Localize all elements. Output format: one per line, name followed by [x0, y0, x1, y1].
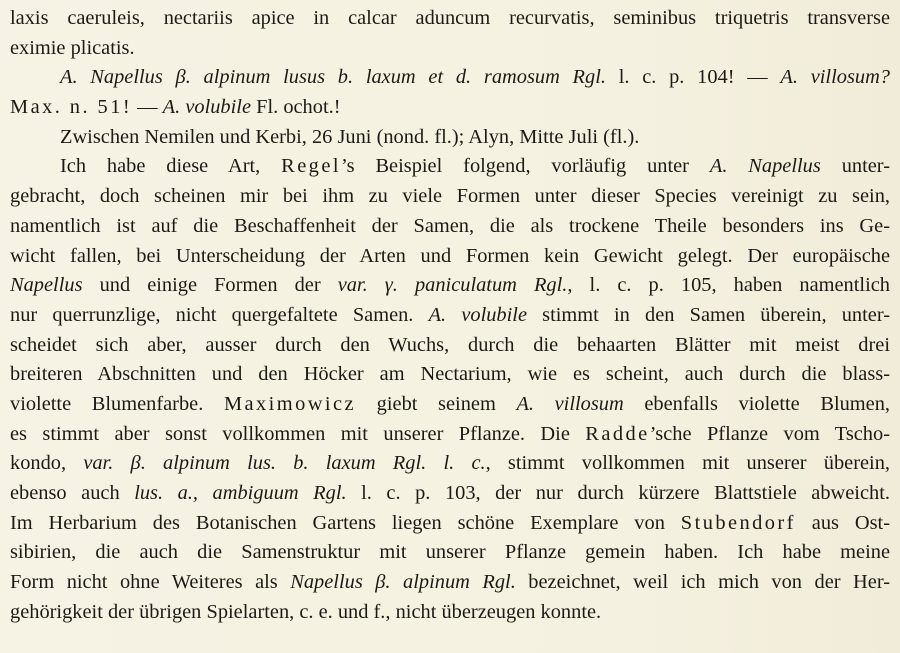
text-line [10, 212, 890, 242]
spaced-name: Max. n. 51! [10, 96, 133, 119]
text-run: laxis caeruleis, nectariis apice in calcar aduncum recurvatis, seminibus triquetris transverse [10, 7, 890, 29]
text-line [10, 449, 890, 479]
text-line [10, 182, 890, 212]
text-line [10, 420, 890, 450]
text-run: , l. c. p. 105, haben namentlich [567, 274, 890, 297]
text-run: violette Blumenfarbe. [10, 392, 224, 415]
text-run: l. c. p. 103, der nur durch kürzere Blattstiele abweicht. [346, 482, 890, 504]
spaced-name: Radde [585, 422, 650, 445]
text-run: Zwischen Nemilen und Kerbi, 26 Juni (nond. fl.); Alyn, Mitte Juli (fl.). [60, 125, 640, 148]
spaced-name: Maximowicz [223, 392, 357, 415]
text-run: l. c. p. 104! — [605, 66, 781, 89]
italic-text: Napellus β. alpinum Rgl. [290, 571, 516, 594]
text-run: ’sche Pflanze vom Tscho- [649, 422, 890, 445]
italic-text: A. volubile [428, 303, 527, 326]
text-line [10, 479, 890, 509]
spaced-name: Regel [281, 155, 341, 178]
text-line [10, 123, 890, 153]
italic-text: A. Napellus β. alpinum lusus b. laxum et d. ramosum Rgl. [60, 66, 606, 89]
text-run: Ich habe diese Art, [60, 155, 282, 178]
text-line [10, 598, 890, 628]
text-line [10, 63, 890, 93]
text-line [10, 93, 890, 123]
text-line [10, 360, 890, 390]
text-run: Fl. ochot.! [251, 96, 341, 119]
text-run: unter- [820, 155, 890, 178]
text-run: sibirien, die auch die Samenstruktur mit unserer Pflanze gemein haben. Ich habe meine [10, 541, 890, 564]
italic-text: A. villosum [516, 392, 624, 415]
spaced-name: Stubendorf [680, 511, 796, 534]
text-run: und einige Formen der [82, 274, 338, 297]
text-line [10, 34, 890, 64]
text-run: wicht fallen, bei Unterscheidung der Arten und Formen kein Gewicht gelegt. Der europäische [10, 244, 890, 267]
text-line [10, 152, 890, 182]
text-run: eximie plicatis. [10, 36, 135, 59]
body-text [10, 4, 890, 627]
italic-text: A. volubile [162, 96, 252, 119]
text-run: — [132, 96, 163, 119]
text-run: , stimmt vollkommen mit unserer überein, [485, 452, 890, 475]
italic-text: lus. a., ambiguum Rgl. [134, 482, 347, 504]
text-line [10, 271, 890, 301]
text-run: aus Ost- [795, 511, 890, 534]
text-run: ebenfalls violette Blumen, [623, 392, 890, 415]
text-line [10, 242, 890, 272]
text-line [10, 4, 890, 34]
text-line [10, 390, 890, 420]
italic-text: A. villosum? [780, 66, 890, 89]
text-run: giebt seinem [356, 392, 517, 415]
text-line [10, 568, 890, 598]
text-run: ebenso auch [10, 482, 135, 504]
text-run: kondo, [10, 452, 84, 475]
text-line [10, 301, 890, 331]
text-run: gebracht, doch scheinen mir bei ihm zu viele Formen unter dieser Species vereinigt zu sein, [10, 185, 890, 208]
text-line [10, 509, 890, 539]
text-run: Form nicht ohne Weiteres als [10, 571, 291, 594]
text-line [10, 331, 890, 361]
italic-text: A. Napellus [709, 155, 821, 178]
text-run: nur querrunzlige, nicht quergefaltete Samen. [10, 303, 429, 326]
text-run: breiteren Abschnitten und den Höcker am Nectarium, wie es scheint, auch durch die blass- [10, 363, 890, 386]
text-run: scheidet sich aber, ausser durch den Wuchs, durch die behaarten Blätter mit meist drei [10, 333, 890, 356]
italic-text: var. β. alpinum lus. b. laxum Rgl. l. c. [83, 452, 486, 475]
text-run: stimmt in den Samen überein, unter- [527, 303, 890, 326]
italic-text: Napellus [10, 274, 83, 297]
text-run: ’s Beispiel folgend, vorläufig unter [340, 155, 710, 178]
text-run: gehörigkeit der übrigen Spielarten, c. e. und f., nicht überzeugen konnte. [10, 600, 602, 623]
text-line [10, 538, 890, 568]
text-run: Im Herbarium des Botanischen Gartens liegen schöne Exemplare von [10, 511, 681, 534]
italic-text: var. γ. paniculatum Rgl. [337, 274, 568, 297]
text-run: namentlich ist auf die Beschaffenheit der Samen, die als trockene Theile besonders ins Ge- [10, 214, 890, 237]
text-run: bezeichnet, weil ich mich von der Her- [515, 571, 890, 594]
text-run: es stimmt aber sonst vollkommen mit unserer Pflanze. Die [10, 422, 586, 445]
